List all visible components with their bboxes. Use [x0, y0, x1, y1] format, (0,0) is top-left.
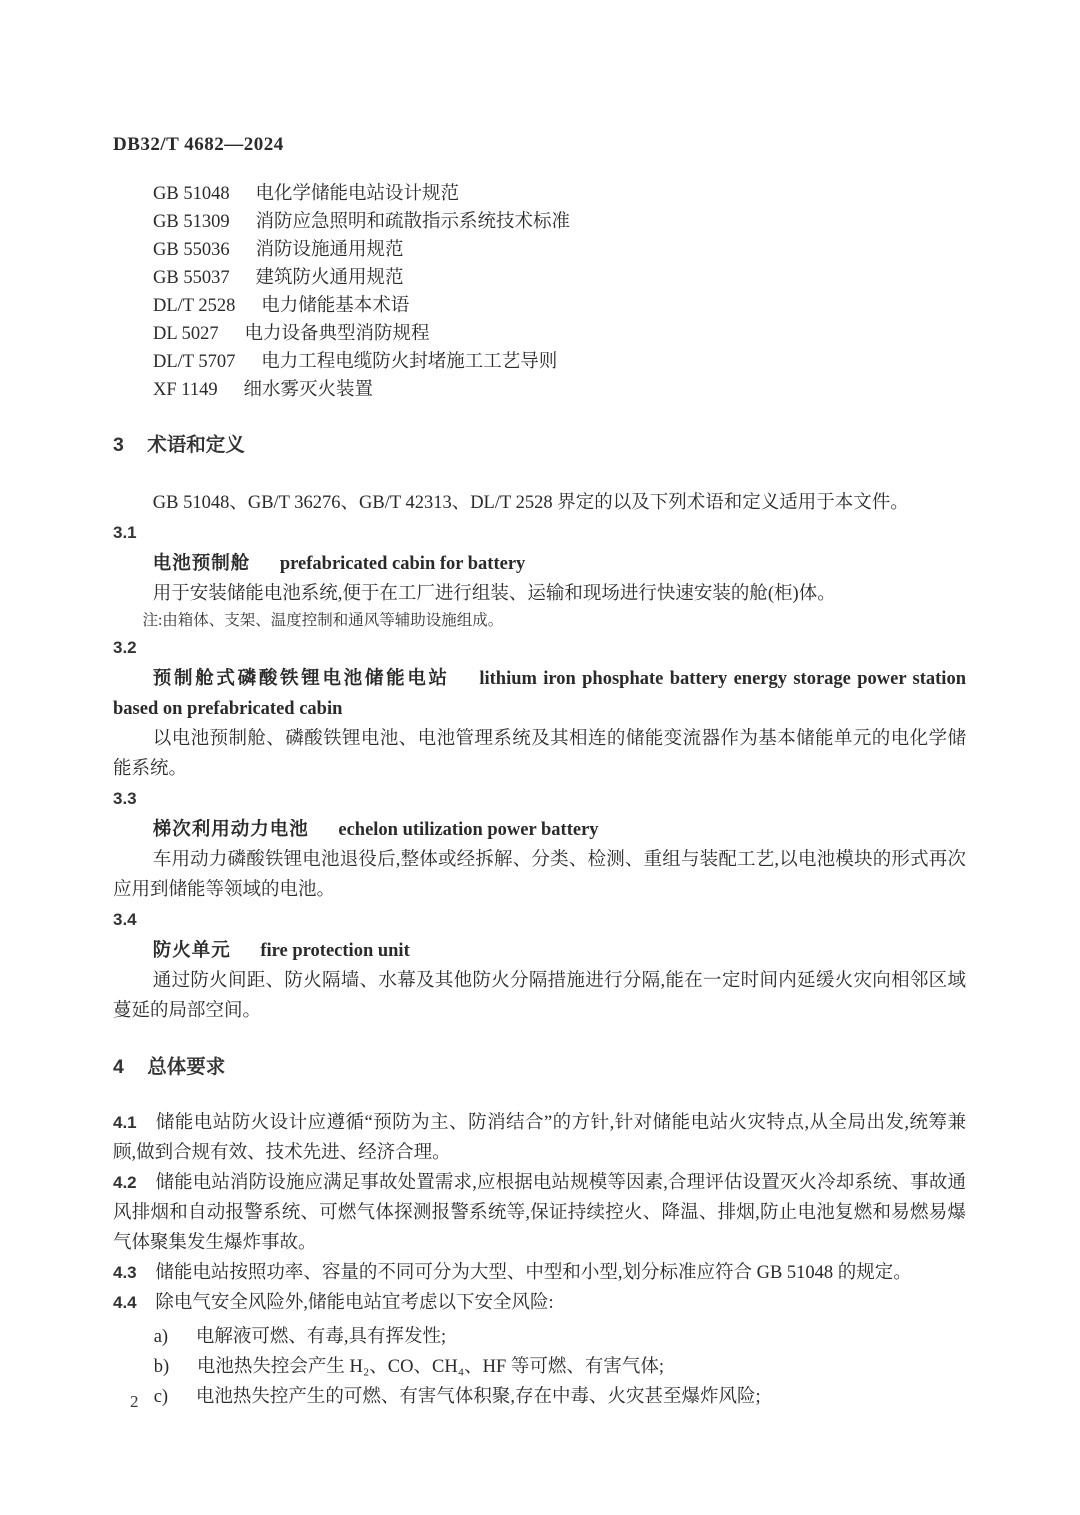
term-number: 3.1 [113, 523, 137, 542]
reference-item [153, 236, 966, 264]
term-title [113, 814, 966, 845]
term-block-3-2 [113, 633, 966, 784]
clause-4-1 [113, 1108, 966, 1168]
clause-text: 除电气安全风险外,储能电站宜考虑以下安全风险: [155, 1293, 554, 1313]
term-title [113, 548, 966, 579]
clause-text: 储能电站按照功率、容量的不同可分为大型、中型和小型,划分标准应符合 GB 51048 的规定。 [155, 1263, 912, 1283]
section-number: 4 [113, 1056, 124, 1078]
standard-title: 细水雾灭火装置 [243, 380, 373, 400]
standard-code: DL/T 5707 [153, 352, 236, 372]
risk-item-text: 电解液可燃、有毒,具有挥发性; [195, 1327, 447, 1347]
term-title-zh: 预制舱式磷酸铁锂电池储能电站 [152, 667, 450, 688]
term-title-en: fire protection unit [260, 941, 410, 961]
standard-title: 电力工程电缆防火封堵施工工艺导则 [261, 352, 558, 372]
clause-4-4 [113, 1288, 966, 1318]
standard-title: 电力储能基本术语 [261, 296, 410, 316]
section-number: 3 [113, 434, 124, 456]
term-number: 3.2 [113, 638, 137, 657]
clause-4-2 [113, 1168, 966, 1258]
standard-code: DL/T 2528 [153, 296, 236, 316]
term-title-zh: 电池预制舱 [152, 552, 251, 573]
reference-item [153, 320, 966, 348]
term-title-en: echelon utilization power battery [338, 820, 599, 840]
term-title [113, 663, 966, 724]
risk-item-marker: c) [153, 1387, 169, 1407]
standard-title: 电化学储能电站设计规范 [255, 184, 459, 204]
reference-item [153, 264, 966, 292]
risk-item-text: 电池热失控会产生 H₂、CO、CH₄、HF 等可燃、有害气体; [196, 1357, 665, 1377]
clause-number: 4.4 [113, 1293, 137, 1312]
page-content [113, 130, 966, 1412]
term-definition: 通过防火间距、防火隔墙、水幕及其他防火分隔措施进行分隔,能在一定时间内延缓火灾向相邻区域蔓延的局部空间。 [113, 971, 966, 1021]
standard-title: 消防应急照明和疏散指示系统技术标准 [255, 212, 570, 232]
standard-code: GB 51309 [153, 212, 230, 232]
reference-item [153, 292, 966, 320]
standard-title: 建筑防火通用规范 [255, 268, 404, 288]
term-number: 3.3 [113, 789, 137, 808]
reference-item [153, 180, 966, 208]
reference-item [153, 348, 966, 376]
risk-item [113, 1322, 966, 1352]
term-title-zh: 防火单元 [152, 939, 231, 960]
term-block-3-1 [113, 518, 966, 633]
standard-code: XF 1149 [153, 380, 218, 400]
clause-4-3 [113, 1258, 966, 1288]
section-3-intro: GB 51048、GB/T 36276、GB/T 42313、DL/T 2528 界定的以及下列术语和定义适用于本文件。 [152, 493, 909, 513]
term-block-3-3 [113, 784, 966, 905]
term-definition: 以电池预制舱、磷酸铁锂电池、电池管理系统及其相连的储能变流器作为基本储能单元的电化学储能系统。 [113, 729, 966, 779]
term-title-en: lithium iron phosphate battery energy storage power station based on prefabricated cabin [113, 669, 966, 719]
doc-code: DB32/T 4682—2024 [113, 134, 284, 155]
standard-title: 消防设施通用规范 [255, 240, 404, 260]
clause-text: 储能电站防火设计应遵循“预防为主、防消结合”的方针,针对储能电站火灾特点,从全局出发,统筹兼顾,做到合规有效、技术先进、经济合理。 [113, 1113, 966, 1163]
standard-code: DL 5027 [153, 324, 219, 344]
clause-number: 4.2 [113, 1173, 137, 1192]
page-number: 2 [130, 1392, 139, 1411]
standard-title: 电力设备典型消防规程 [244, 324, 430, 344]
term-block-3-4 [113, 905, 966, 1026]
term-definition: 车用动力磷酸铁锂电池退役后,整体或经拆解、分类、检测、重组与装配工艺,以电池模块的形式再次应用到储能等领域的电池。 [113, 850, 966, 900]
term-number: 3.4 [113, 910, 137, 929]
term-title-zh: 梯次利用动力电池 [152, 818, 309, 839]
section-title: 总体要求 [147, 1056, 226, 1078]
reference-item [153, 376, 966, 404]
risk-item-marker: b) [153, 1357, 170, 1377]
section-4-heading [113, 1052, 966, 1082]
normative-references-list [113, 180, 966, 404]
risk-item [113, 1382, 966, 1412]
term-definition: 用于安装储能电池系统,便于在工厂进行组装、运输和现场进行快速安装的舱(柜)体。 [152, 584, 836, 604]
reference-item [153, 208, 966, 236]
risk-item-text: 电池热失控产生的可燃、有害气体积聚,存在中毒、火灾甚至爆炸风险; [195, 1387, 761, 1407]
standard-code: GB 55037 [153, 268, 230, 288]
section-3-heading [113, 430, 966, 460]
risk-item [113, 1352, 966, 1382]
risk-item-marker: a) [153, 1327, 169, 1347]
section-title: 术语和定义 [147, 434, 245, 456]
standard-code: GB 51048 [153, 184, 230, 204]
term-title-en: prefabricated cabin for battery [279, 554, 526, 574]
clause-number: 4.3 [113, 1263, 137, 1282]
standard-code: GB 55036 [153, 240, 230, 260]
clause-text: 储能电站消防设施应满足事故处置需求,应根据电站规模等因素,合理评估设置灭火冷却系统、事故通风排烟和自动报警系统、可燃气体探测报警系统等,保证持续控火、降温、排烟,防止电池复燃和易燃易爆气体聚集发生爆炸事故。 [113, 1173, 966, 1253]
clause-number: 4.1 [113, 1113, 137, 1132]
term-note: 注:由箱体、支架、温度控制和通风等辅助设施组成。 [142, 612, 504, 629]
risk-list [113, 1322, 966, 1412]
term-title [113, 935, 966, 966]
